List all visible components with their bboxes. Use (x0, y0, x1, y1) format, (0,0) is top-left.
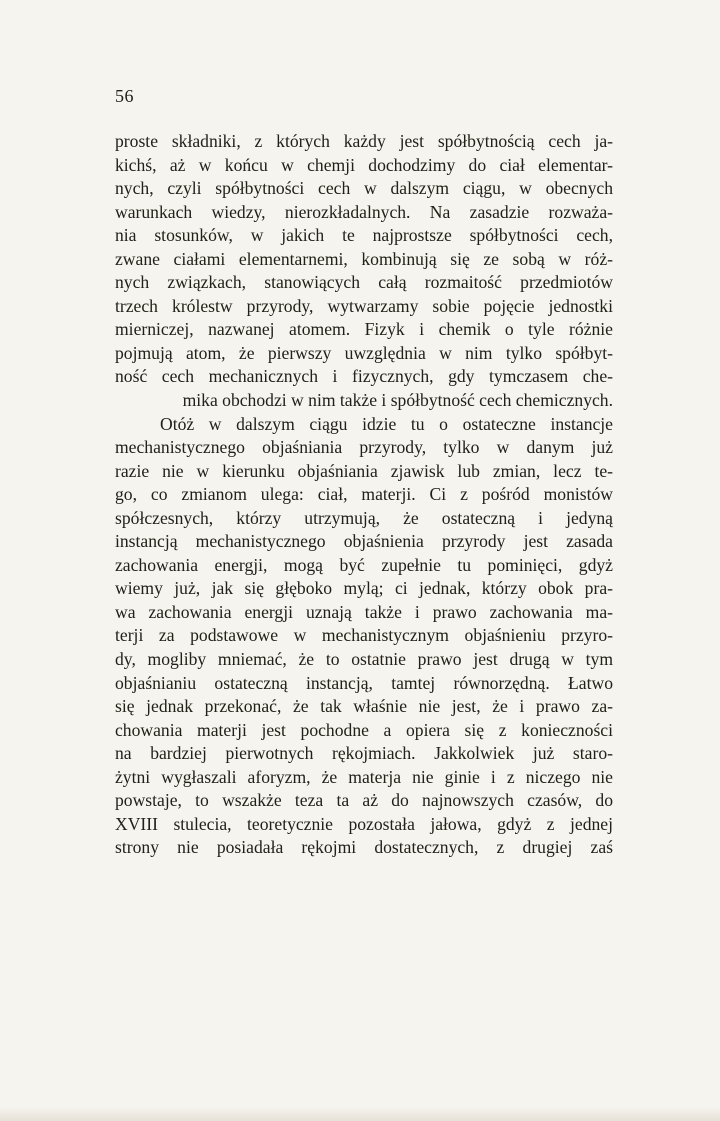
text-line: nych, czyli spółbytności cech w dalszym ciągu, w obecnych (115, 178, 613, 199)
text-line: trzech królestw przyrody, wytwarzamy sobie pojęcie jednostki (115, 295, 613, 316)
text-line: mierniczej, nazwanej atomem. Fizyk i chemik o tyle różnie (115, 319, 613, 340)
text-line: nych związkach, stanowiących całą rozmaitość przedmiotów (115, 272, 613, 293)
page-bottom-edge (0, 1107, 720, 1121)
text-line: na bardziej pierwotnych rękojmiach. Jakkolwiek już staro- (115, 743, 613, 764)
text-line: strony nie posiadała rękojmi dostatecznych, z drugiej zaś (115, 837, 613, 858)
text-line: zachowania energji, mogą być zupełnie tu pominięci, gdyż (115, 554, 613, 575)
text-line: XVIII stulecia, teoretycznie pozostała jałowa, gdyż z jednej (115, 813, 613, 834)
text-line: dy, mogliby mniemać, że to ostatnie prawo jest drugą w tym (115, 649, 613, 670)
body-text (115, 130, 613, 860)
text-line: wa zachowania energji uznają także i prawo zachowania ma- (115, 601, 613, 622)
text-line: spółczesnych, którzy utrzymują, że ostateczną i jedyną (115, 507, 613, 528)
text-line: ność cech mechanicznych i fizycznych, gdy tymczasem che- (115, 366, 613, 387)
text-line: proste składniki, z których każdy jest spółbytnością cech ja- (115, 131, 613, 151)
text-line: objaśnianiu ostateczną instancją, tamtej równorzędną. Łatwo (115, 672, 613, 693)
paragraph-start-line: Otóż w dalszym ciągu idzie tu o ostateczne instancje (160, 413, 613, 434)
text-line: terji za podstawowe w mechanistycznym objaśnieniu przyro- (115, 625, 613, 646)
text-line: warunkach wiedzy, nierozkładalnych. Na zasadzie rozważa- (115, 201, 613, 222)
text-line: się jednak przekonać, że tak właśnie nie jest, że i prawo za- (115, 696, 613, 717)
text-line: wiemy już, jak się głęboko mylą; ci jednak, którzy obok pra- (115, 578, 613, 599)
text-line: chowania materji jest pochodne a opiera się z konieczności (115, 719, 613, 740)
text-line: zwane ciałami elementarnemi, kombinują się ze sobą w róż- (115, 248, 613, 269)
text-line: mechanistycznego objaśniania przyrody, tylko w danym już (115, 437, 613, 458)
paragraph-end-line: mika obchodzi w nim także i spółbytność cech chemicznych. (182, 390, 613, 411)
text-line: żytni wygłaszali aforyzm, że materja nie ginie i z niczego nie (115, 766, 613, 787)
text-line: pojmują atom, że pierwszy uwzględnia w nim tylko spółbyt- (115, 342, 613, 363)
text-line: kichś, aż w końcu w chemji dochodzimy do ciał elementar- (115, 154, 613, 175)
text-line: razie nie w kierunku objaśniania zjawisk lub zmian, lecz te- (115, 460, 613, 481)
text-line: powstaje, to wszakże teza ta aż do najnowszych czasów, do (115, 790, 613, 811)
page-number: 56 (115, 86, 134, 106)
text-line: nia stosunków, w jakich te najprostsze spółbytności cech, (115, 225, 613, 246)
text-line: go, co zmianom ulega: ciał, materji. Ci z pośród monistów (115, 484, 613, 505)
text-line: instancją mechanistycznego objaśnienia przyrody jest zasada (115, 531, 613, 552)
